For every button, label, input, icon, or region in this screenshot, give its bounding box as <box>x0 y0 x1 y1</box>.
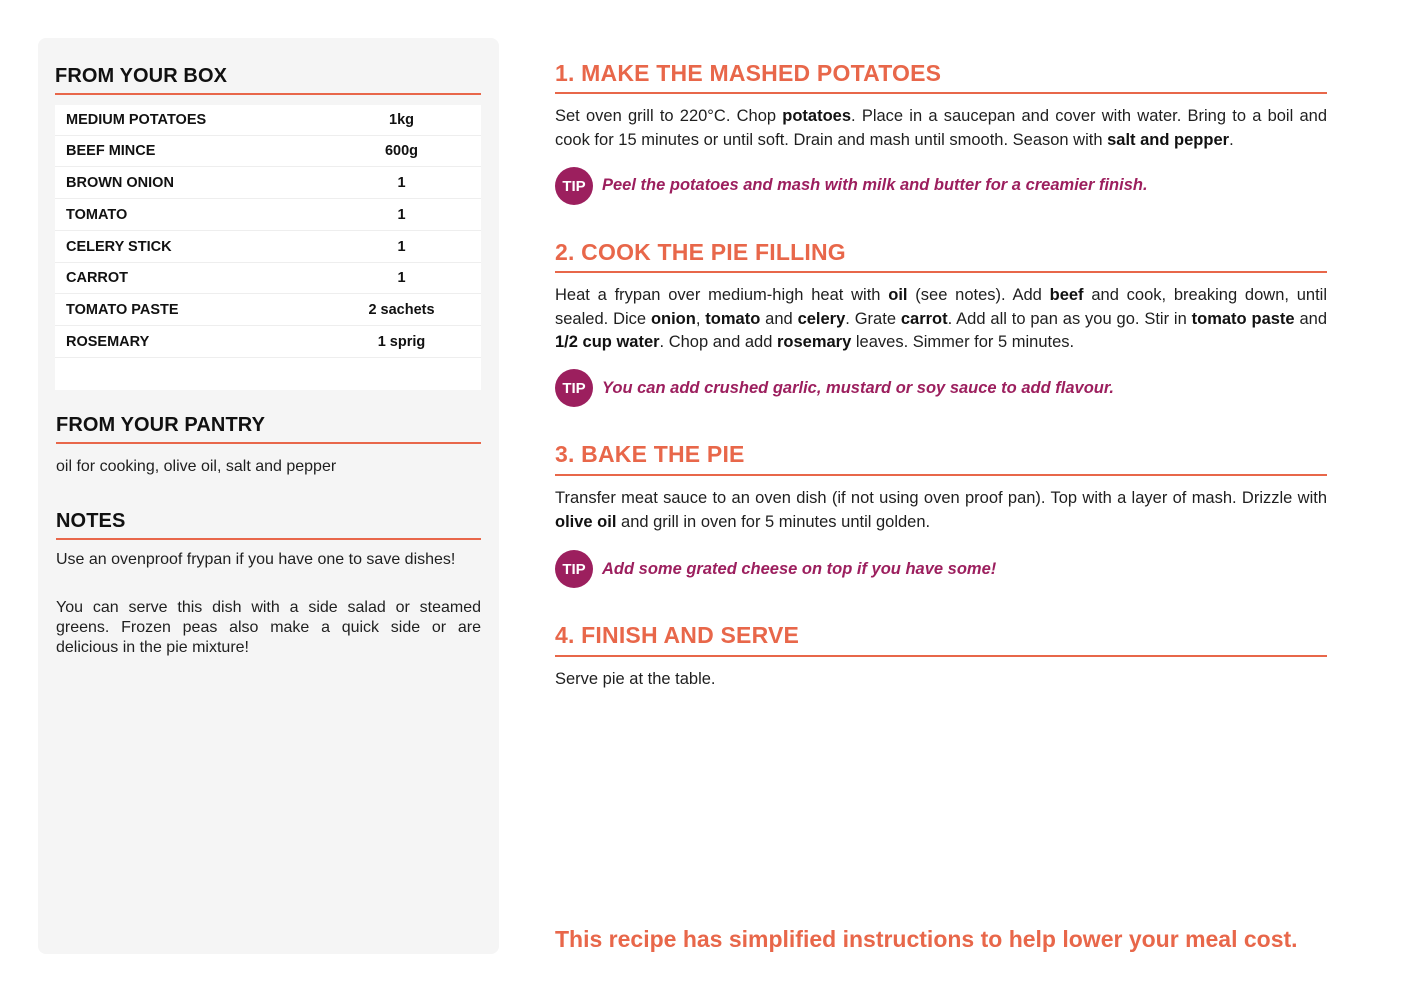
bold-ingredient: tomato paste <box>1191 309 1295 328</box>
pantry-title: FROM YOUR PANTRY <box>56 414 266 436</box>
step-3-body <box>555 487 1327 534</box>
tip-badge: TIP <box>555 369 593 407</box>
step-3-title: 3. BAKE THE PIE <box>555 441 745 467</box>
ingredient-row <box>55 232 481 263</box>
ingredient-row <box>55 105 481 136</box>
bold-ingredient: 1/2 cup water <box>555 333 660 351</box>
bold-ingredient: carrot <box>900 309 948 328</box>
bold-ingredient: celery <box>797 309 846 328</box>
step-3-rule <box>555 474 1327 476</box>
ingredient-row <box>55 200 481 231</box>
ingredient-qty: 1 <box>397 175 406 191</box>
step-text: (see notes). Add <box>907 286 1050 304</box>
ingredient-name: BEEF MINCE <box>66 143 156 159</box>
step-text: Set oven grill to 220°C. Chop <box>555 107 783 125</box>
notes-paragraph: You can serve this dish with a side salad or steamed greens. Frozen peas also make a quick side or are delicious in the pie mixture! <box>56 599 481 656</box>
ingredient-qty: 2 sachets <box>368 302 435 318</box>
step-2-tip: You can add crushed garlic, mustard or soy sauce to add flavour. <box>602 379 1114 397</box>
step-text: Transfer meat sauce to an oven dish (if not using oven proof pan). Top with a layer of mash. Drizzle with <box>555 489 1327 507</box>
ingredient-row <box>55 263 481 294</box>
notes-paragraph: Use an ovenproof frypan if you have one to save dishes! <box>56 551 456 568</box>
ingredient-name: TOMATO <box>66 207 128 223</box>
step-3-tip: Add some grated cheese on top if you have some! <box>602 560 997 578</box>
ingredient-row <box>55 168 481 199</box>
notes-title-rule <box>56 538 481 540</box>
bold-ingredient: salt and pepper <box>1107 130 1230 149</box>
ingredient-qty: 1 <box>397 270 406 286</box>
bold-ingredient: tomato <box>705 309 761 328</box>
bold-ingredient: potatoes <box>782 107 852 125</box>
ingredient-qty: 1kg <box>389 112 414 128</box>
ingredient-name: BROWN ONION <box>66 175 174 191</box>
step-text: and <box>760 309 798 328</box>
box-title-rule <box>55 93 481 95</box>
notes-title: NOTES <box>56 510 126 532</box>
step-4-title: 4. FINISH AND SERVE <box>555 622 800 648</box>
step-text: . Chop and add <box>659 333 777 351</box>
bold-ingredient: olive oil <box>555 512 617 531</box>
bold-ingredient: beef <box>1049 286 1084 304</box>
bold-ingredient: onion <box>650 309 696 328</box>
step-text: , <box>695 309 706 328</box>
step-text: Serve pie at the table. <box>555 670 716 688</box>
pantry-text: oil for cooking, olive oil, salt and pepper <box>56 458 337 475</box>
tip-badge: TIP <box>555 167 593 205</box>
tip-badge: TIP <box>555 550 593 588</box>
ingredient-name: ROSEMARY <box>66 334 150 350</box>
step-text: . Place in a saucepan and cover with water. Bring to a boil and cook for 15 minutes or until soft. Drain and mash until smooth. Season with <box>555 107 1327 149</box>
step-text: and grill in oven for 5 minutes until golden. <box>616 512 931 531</box>
bold-ingredient: oil <box>888 286 908 304</box>
step-text: Heat a frypan over medium-high heat with <box>555 286 889 304</box>
step-text: . Add all to pan as you go. Stir in <box>947 309 1192 328</box>
ingredient-row <box>55 295 481 326</box>
ingredient-qty: 1 <box>397 239 406 255</box>
step-text: and cook, breaking down, until sealed. Dice <box>555 286 1328 328</box>
step-text: . Grate <box>845 309 901 328</box>
ingredient-row <box>55 136 481 167</box>
step-4-rule <box>555 655 1327 657</box>
pantry-title-rule <box>56 442 481 444</box>
ingredients-panel <box>38 38 499 954</box>
step-4-body <box>555 668 1327 692</box>
ingredient-name: TOMATO PASTE <box>66 302 179 318</box>
bold-ingredient: rosemary <box>776 333 852 351</box>
ingredient-qty: 1 sprig <box>377 334 426 350</box>
step-1-rule <box>555 92 1327 94</box>
step-2-body <box>555 284 1327 355</box>
ingredient-name: MEDIUM POTATOES <box>66 112 207 128</box>
ingredients-table <box>55 105 481 390</box>
step-text: . <box>1229 130 1234 149</box>
ingredient-qty: 600g <box>384 143 419 159</box>
ingredient-qty: 1 <box>397 207 406 223</box>
footer-note: This recipe has simplified instructions to help lower your meal cost. <box>555 926 1298 952</box>
box-title: FROM YOUR BOX <box>55 65 228 87</box>
step-text: leaves. Simmer for 5 minutes. <box>851 333 1075 351</box>
step-text: and <box>1294 309 1327 328</box>
step-1-tip: Peel the potatoes and mash with milk and butter for a creamier finish. <box>602 176 1148 194</box>
ingredient-name: CELERY STICK <box>66 239 172 255</box>
ingredient-row <box>55 327 481 358</box>
step-2-title: 2. COOK THE PIE FILLING <box>555 239 846 265</box>
step-2-rule <box>555 271 1327 273</box>
step-1-body <box>555 105 1327 152</box>
step-1-title: 1. MAKE THE MASHED POTATOES <box>555 60 942 86</box>
ingredient-name: CARROT <box>66 270 129 286</box>
